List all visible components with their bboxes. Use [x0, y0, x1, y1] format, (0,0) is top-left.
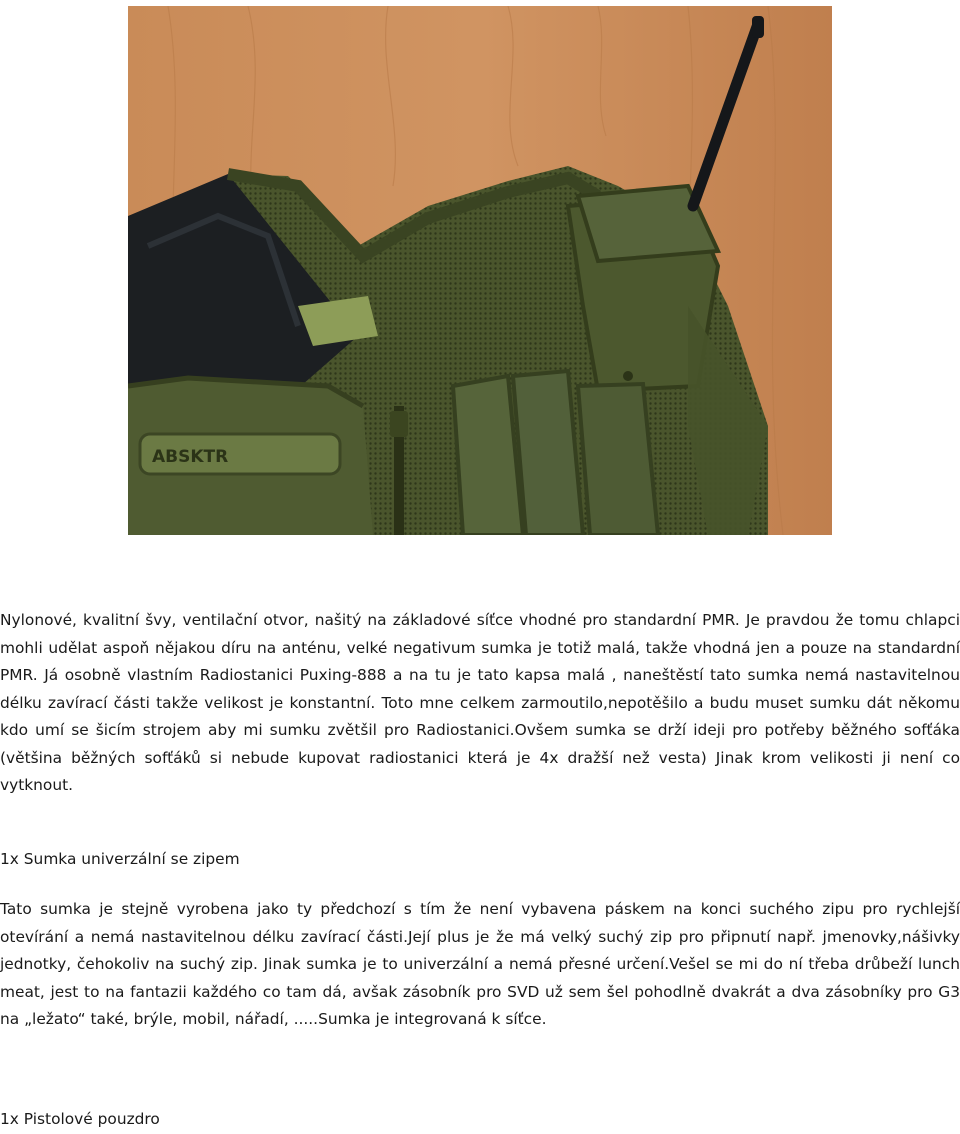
- vest-photo: [128, 6, 832, 535]
- magazine-pouch-3: [578, 384, 658, 535]
- paragraph-universal-pouch: Tato sumka je stejně vyrobena jako ty předchozí s tím že není vybavena páskem na konci suchého zipu pro rychlejší otevírání a nemá nastavitelnou délku zavírací části.Její plus je že má velký suchý zip pro připnutí např. jmenovky,nášivky jednotky, čehokoliv na suchý zip. Jinak sumka je to univerzální a nemá přesné určení.Vešel se mi do ní třeba drůbeží lunch meat, jest to na fantazii každého co tam dá, avšak zásobník pro SVD už sem šel pohodlně dvakrát a dva zásobníky pro G3 na „ležato“ také, brýle, mobil, nářadí, .....Sumka je integrovaná k síťce.: [0, 900, 960, 1028]
- name-patch-text: ABSKTR: [152, 447, 229, 467]
- vest-photo-illustration: [128, 6, 832, 535]
- paragraph-radio-pouch: Nylonové, kvalitní švy, ventilační otvor, našitý na základové síťce vhodné pro standardní PMR. Je pravdou že tomu chlapci mohli udělat aspoň nějakou díru na anténu, velké negativum sumka je totiž malá, takže vhodná jen a pouze na standardní PMR. Já osobně vlastním Radiostanici Puxing-888 a na tu je tato kapsa malá , naneštěstí tato sumka nemá nastavitelnou délku zavírací části takže velikost je konstantní. Toto mne celkem zarmoutilo,nepotěšilo a budu muset sumku dát někomu kdo umí se šicím strojem aby mi sumku zvětšil pro Radiostanici.Ovšem sumka se drží ideji pro potřeby běžného sofťáka (většina běžných sofťáků si nebude kupovat radiostanici která je 4x dražší než vesta) Jinak krom velikosti ji není co vytknout.: [0, 611, 960, 794]
- heading-universal-pouch: 1x Sumka univerzální se zipem: [0, 850, 240, 868]
- heading-pistol-holster: 1x Pistolové pouzdro: [0, 1110, 160, 1128]
